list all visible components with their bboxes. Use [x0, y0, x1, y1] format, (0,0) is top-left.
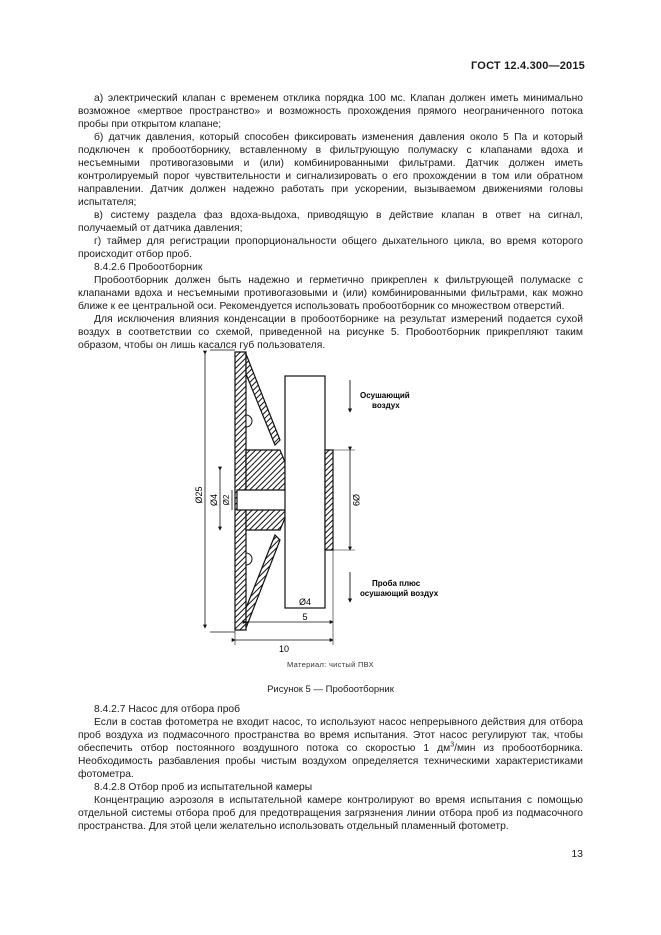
dimension-25	[194, 354, 205, 628]
body-text-block-2	[78, 703, 583, 833]
paragraph-pump-tail: /мин из пробоотборника. Необходимость разбавления пробы чистым воздухом определяется техническими характеристиками фотометра.	[78, 743, 583, 780]
figure-caption: Рисунок 5 — Пробоотборник	[267, 684, 394, 695]
sample-plus-text-2: осушающий воздух	[360, 589, 439, 598]
dimension-4-left	[209, 470, 220, 530]
dim-label-4-bottom: Ø4	[298, 597, 312, 607]
drying-air-text-2: воздух	[372, 401, 400, 410]
sample-plus-air-label	[350, 572, 439, 602]
section-heading-8-4-2-7: 8.4.2.7 Насос для отбора проб	[94, 704, 241, 715]
dim-label-5: 5	[302, 612, 308, 622]
dim-label-4-left: Ø4	[209, 493, 219, 507]
dim-label-9: Ø9	[351, 493, 361, 507]
dimension-9	[333, 450, 361, 550]
paragraph-pump-text: Если в состав фотометра не входит насос, то используют насос непрерывного действия для отбора проб воздуха из подмасочного пространства во время испытания. Этот насос регулируют так, чтобы обеспечить отбор постоянного воздушного потока со скоростью 1 дм	[78, 717, 583, 754]
sample-plus-text-1: Проба плюс	[372, 579, 421, 588]
drying-air-label	[350, 380, 410, 412]
body-text-block-1	[78, 92, 583, 352]
paragraph-item-a: а) электрический клапан с временем отклика порядка 100 мс. Клапан должен иметь минимально возможное «мертвое пространство» и возможность прохождения прямого неограниченного потока пробы при открытом клапане;	[78, 93, 583, 130]
paragraph-item-v: в) систему раздела фаз вдоха-выдоха, приводящую в действие клапан в ответ на сигнал, получаемый от датчика давления;	[78, 210, 583, 234]
figure-material-note: Материал: чистый ПВХ	[287, 660, 374, 669]
sampler-body	[210, 350, 333, 632]
document-header: ГОСТ 12.4.300—2015	[471, 60, 585, 72]
paragraph-pump	[78, 716, 583, 781]
page-number: 13	[571, 848, 583, 860]
section-heading-8-4-2-8: 8.4.2.8 Отбор проб из испытательной камеры	[94, 782, 313, 793]
paragraph-item-b: б) датчик давления, который способен фиксировать изменения давления около 5 Па и который подключен к пробоотборнику, вставленному в фильтрующую полумаску с клапанами вдоха и несъемными противогазовыми и (или) комбинированными фильтрами. Датчик должен иметь контролируемый порог чувствительности и сигнализировать о его прохождении в том или обратном направлении. Датчик должен надежно работать при ускорении, вызываемом движениями головы испытателя;	[78, 132, 583, 208]
paragraph-chamber: Концентрацию аэрозоля в испытательной камере контролируют во время испытания с помощью отдельной системы отбора проб для предотвращения загрязнения линии отбора проб из подмасочного пространства. Для этой цели желательно использовать отдельный пламенный фотометр.	[78, 795, 583, 832]
paragraph-sampler: Пробоотборник должен быть надежно и герметично прикреплен к фильтрующей полумаске с клапанами вдоха и несъемными противогазовыми и (или) комбинированными фильтрами, как можно ближе к ее центральной оси. Рекомендуется использовать пробоотборник со множеством отверстий.	[78, 275, 583, 312]
drying-air-text-1: Осушающий	[360, 391, 410, 400]
dim-label-25: Ø25	[194, 486, 204, 504]
paragraph-pump-sup: 3	[450, 741, 455, 749]
dim-label-10: 10	[278, 644, 290, 654]
dim-label-2: Ø2	[222, 494, 231, 506]
section-heading-8-4-2-6: 8.4.2.6 Пробоотборник	[94, 262, 203, 273]
sampler-drawing	[150, 340, 450, 660]
dimension-2	[222, 490, 232, 510]
paragraph-condensation: Для исключения влияния конденсации в пробоотборнике на результат измерений подается сухой воздух в соответствии со схемой, приведенной на рисунке 5. Пробоотборник прикрепляют таким образом, чтобы он лишь касался губ пользователя.	[78, 314, 583, 351]
paragraph-item-g: г) таймер для регистрации пропорциональности общего дыхательного цикла, во время которого происходит отбор проб.	[78, 236, 583, 260]
dimension-5	[246, 612, 333, 622]
